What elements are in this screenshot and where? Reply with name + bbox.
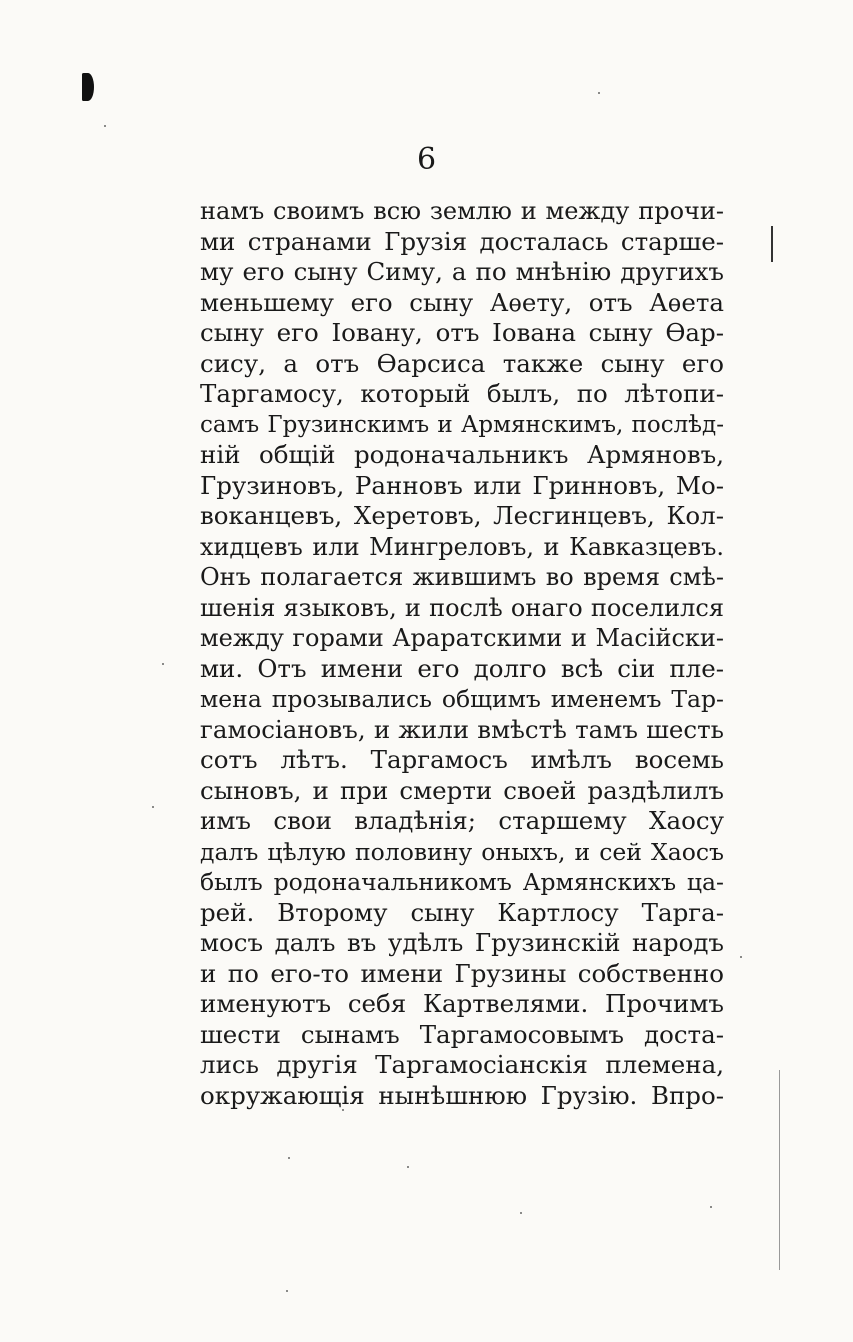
- text-line: окружающія нынѣшнюю Грузію. Впро-: [200, 1080, 724, 1110]
- page-number: 6: [416, 142, 437, 177]
- text-line: самъ Грузинскимъ и Армянскимъ, послѣд-: [200, 411, 724, 438]
- text-line: и по его-то имени Грузины собственно: [200, 958, 724, 988]
- page-marker: [82, 73, 94, 101]
- text-line: сыну его Іовану, отъ Іована сыну Ѳар-: [200, 318, 724, 347]
- text-line: далъ цѣлую половину оныхъ, и сей Хаосъ: [200, 837, 724, 866]
- text-line: ній общій родоначальникъ Армяновъ,: [200, 440, 724, 469]
- text-line: между горами Араратскими и Масійски-: [200, 624, 724, 652]
- text-line: шенія языковъ, и послѣ онаго поселился: [200, 593, 724, 622]
- text-line: воканцевъ, Херетовъ, Лесгинцевъ, Кол-: [200, 501, 724, 530]
- margin-rule: [771, 226, 773, 262]
- text-line: мена прозывались общимъ именемъ Тар-: [200, 685, 724, 713]
- text-line: гамосіановъ, и жили вмѣстѣ тамъ шесть: [200, 714, 724, 744]
- page-edge: [779, 1070, 780, 1270]
- text-line: меньшему его сыну Аѳету, отъ Аѳета: [200, 287, 724, 317]
- text-line: сыновъ, и при смерти своей раздѣлилъ: [200, 775, 724, 805]
- text-line: Таргамосу, который былъ, по лѣтопи-: [200, 379, 724, 408]
- text-line: сису, а отъ Ѳарсиса также сыну его: [200, 348, 724, 378]
- text-line: му его сыну Симу, а по мнѣнію другихъ: [200, 257, 724, 286]
- text-line: былъ родоначальникомъ Армянскихъ ца-: [200, 868, 724, 896]
- text-line: имъ свои владѣнія; старшему Хаосу: [200, 806, 724, 835]
- text-block: [200, 196, 724, 1111]
- text-line: сотъ лѣтъ. Таргамосъ имѣлъ восемь: [200, 745, 724, 774]
- text-line: Грузиновъ, Ранновъ или Гринновъ, Мо-: [200, 470, 724, 500]
- text-line: намъ своимъ всю землю и между прочи-: [200, 197, 724, 225]
- text-line: ми. Отъ имени его долго всѣ сіи пле-: [200, 653, 724, 683]
- text-line: ми странами Грузія досталась старше-: [200, 226, 724, 256]
- text-line: Онъ полагается жившимъ во время смѣ-: [200, 563, 724, 591]
- text-line: рей. Второму сыну Картлосу Тарга-: [200, 897, 724, 927]
- text-line: именуютъ себя Картвелями. Прочимъ: [200, 989, 724, 1018]
- text-line: мосъ далъ въ удѣлъ Грузинскій народъ: [200, 928, 724, 957]
- text-line: шести сынамъ Таргамосовымъ доста-: [200, 1019, 724, 1049]
- text-line: лись другія Таргамосіанскія племена,: [200, 1050, 724, 1079]
- text-line: хидцевъ или Мингреловъ, и Кавказцевъ.: [200, 532, 724, 561]
